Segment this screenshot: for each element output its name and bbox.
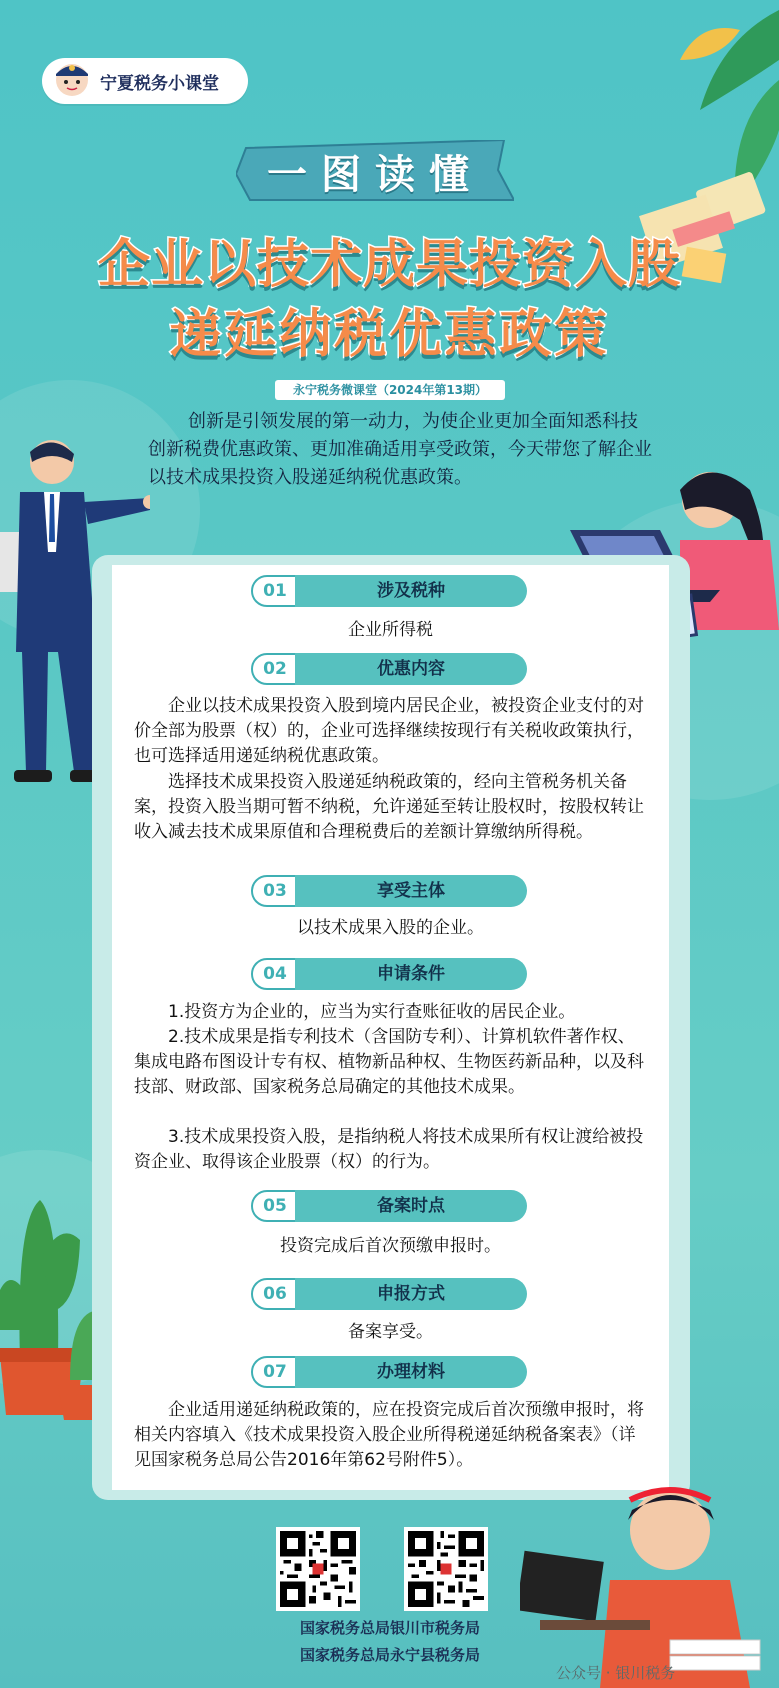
section-header-05	[251, 1190, 527, 1222]
section-title: 优惠内容	[295, 653, 527, 685]
section-number: 06	[251, 1278, 299, 1310]
section-header-04	[251, 958, 527, 990]
tax-officer-mascot-icon	[48, 54, 96, 102]
main-title-line2: 递延纳税优惠政策	[169, 305, 610, 365]
qr-code-icon	[408, 1531, 484, 1607]
section-title: 备案时点	[295, 1190, 527, 1222]
section-number: 07	[251, 1356, 299, 1388]
section-number: 01	[251, 575, 299, 607]
section-number: 02	[251, 653, 299, 685]
section-01-text: 企业所得税	[348, 620, 433, 640]
section-title: 办理材料	[295, 1356, 527, 1388]
section-title: 申报方式	[295, 1278, 527, 1310]
section-number: 04	[251, 958, 299, 990]
watermark: 公众号 · 银川税务	[556, 1664, 676, 1682]
section-number: 03	[251, 875, 299, 907]
section-06-text: 备案享受。	[348, 1322, 433, 1342]
title-ribbon	[236, 140, 514, 202]
qr-code-icon	[280, 1531, 356, 1607]
brand-name: 宁夏税务小课堂	[100, 73, 219, 94]
footer-org-yinchuan: 国家税务总局银川市税务局	[299, 1619, 480, 1637]
issue-label: 永宁税务微课堂（2024年第13期）	[275, 380, 505, 400]
section-05-text: 投资完成后首次预缴申报时。	[280, 1236, 501, 1256]
section-04-item-2: 2.技术成果是指专利技术（含国防专利）、计算机软件著作权、集成电路布图设计专有权、植物新品种权、生物医药新品种，以及科技部、财政部、国家税务总局确定的其他技术成果。	[134, 1027, 644, 1097]
brand-badge	[42, 58, 248, 104]
main-title-line1: 企业以技术成果投资入股	[97, 235, 681, 295]
section-title: 申请条件	[295, 958, 527, 990]
ribbon-text: 一图读懂	[267, 151, 483, 198]
section-header-06	[251, 1278, 527, 1310]
section-header-02	[251, 653, 527, 685]
section-header-01	[251, 575, 527, 607]
section-04-item-1: 1.投资方为企业的，应当为实行查账征收的居民企业。	[168, 1002, 576, 1022]
section-header-07	[251, 1356, 527, 1388]
section-07-text: 企业适用递延纳税政策的，应在投资完成后首次预缴申报时，将相关内容填入《技术成果投资入股企业所得税递延纳税备案表》（详见国家税务总局公告2016年第62号附件5）。	[134, 1400, 644, 1470]
section-title: 享受主体	[295, 875, 527, 907]
qr-code-yongning[interactable]	[404, 1527, 488, 1611]
qr-code-yinchuan[interactable]	[276, 1527, 360, 1611]
footer-org-yongning: 国家税务总局永宁县税务局	[299, 1646, 480, 1664]
section-header-03	[251, 875, 527, 907]
section-04-item-3: 3.技术成果投资入股，是指纳税人将技术成果所有权让渡给被投资企业、取得该企业股票（权）的行为。	[134, 1127, 644, 1172]
section-number: 05	[251, 1190, 299, 1222]
section-03-text: 以技术成果入股的企业。	[297, 918, 484, 938]
section-02-paragraph-1: 企业以技术成果投资入股到境内居民企业，被投资企业支付的对价全部为股票（权）的，企业可选择继续按现行有关税收政策执行，也可选择适用递延纳税优惠政策。	[134, 696, 644, 766]
student-girl-illustration	[520, 1470, 779, 1688]
section-02-paragraph-2: 选择技术成果投资入股递延纳税政策的，经向主管税务机关备案，投资入股当期可暂不纳税，允许递延至转让股权时，按股权转让收入减去技术成果原值和合理税费后的差额计算缴纳所得税。	[134, 772, 644, 842]
intro-paragraph: 创新是引领发展的第一动力，为使企业更加全面知悉科技创新税费优惠政策、更加准确适用享受政策，今天带您了解企业以技术成果投资入股递延纳税优惠政策。	[148, 411, 652, 488]
section-title: 涉及税种	[295, 575, 527, 607]
